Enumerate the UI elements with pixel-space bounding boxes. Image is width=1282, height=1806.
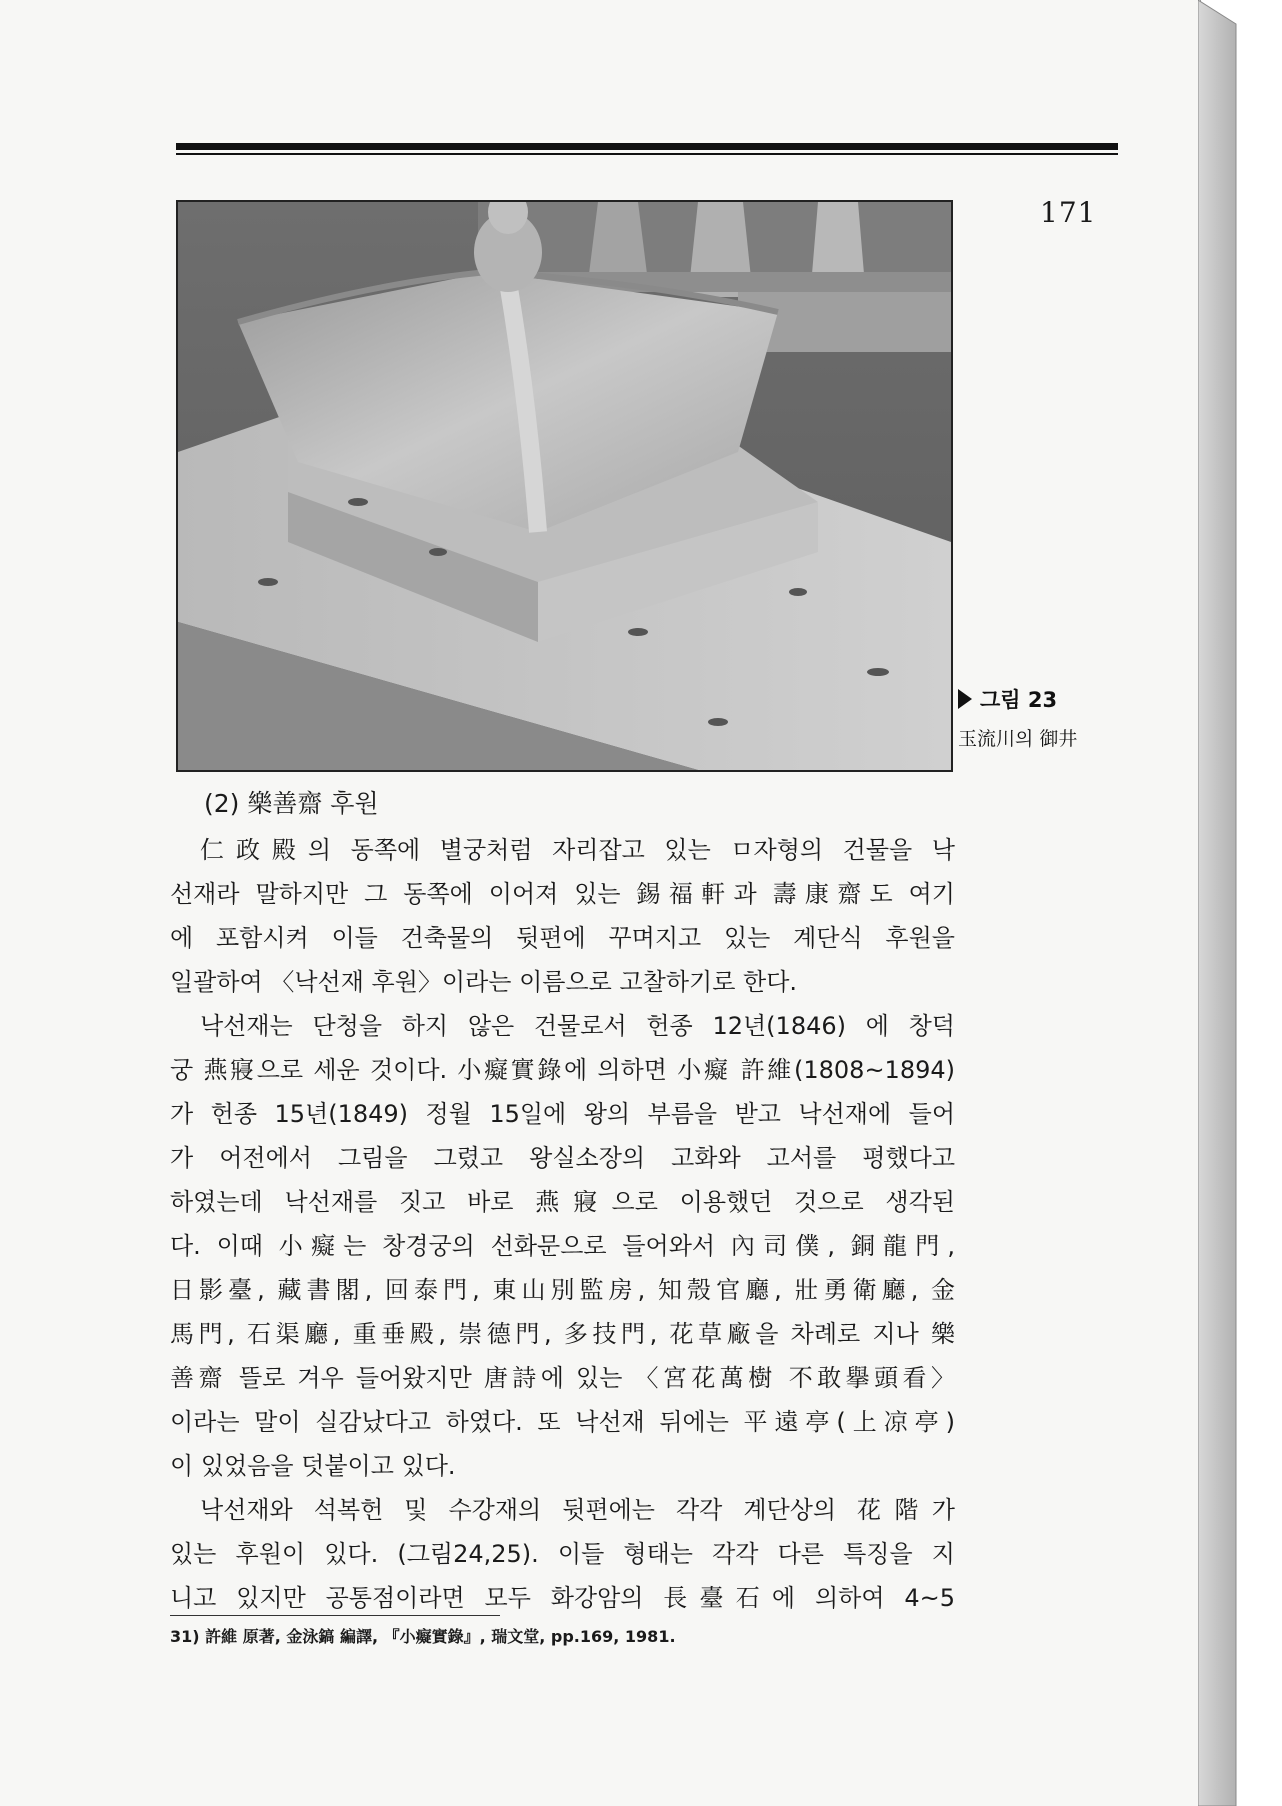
figure-photo-well-cover <box>176 200 953 772</box>
header-rule-thick <box>176 143 1118 150</box>
text-line: 仁政殿의 동쪽에 별궁처럼 자리잡고 있는 ㅁ자형의 건물을 낙 <box>200 836 955 864</box>
footnote: 31) 許維 原著, 金泳鎬 編譯, 『小癡實錄』, 瑞文堂, pp.169, 1981. <box>170 1627 676 1646</box>
text-line: 가 어전에서 그림을 그렸고 왕실소장의 고화와 고서를 평했다고 <box>170 1144 955 1172</box>
text-line: 이 있었음을 덧붙이고 있다. <box>170 1452 456 1480</box>
text-line: 馬門, 石渠廳, 重垂殿, 崇德門, 多技門, 花草廠을 차례로 지나 樂 <box>170 1320 955 1348</box>
figure-caption-text: 玉流川의 御井 <box>958 728 1078 750</box>
text-line: 善齋 뜰로 겨우 들어왔지만 唐詩에 있는 〈宮花萬樹 不敢擧頭看〉 <box>170 1364 955 1392</box>
figure-caption <box>958 684 1077 751</box>
text-line: 일괄하여 〈낙선재 후원〉이라는 이름으로 고찰하기로 한다. <box>170 968 798 996</box>
footnote-rule <box>170 1615 500 1616</box>
text-line: 하였는데 낙선재를 짓고 바로 燕寢으로 이용했던 것으로 생각된 <box>170 1188 955 1216</box>
section-title: (2) 樂善齋 후원 <box>204 789 379 818</box>
text-line: 있는 후원이 있다. (그림24,25). 이들 형태는 각각 다른 특징을 지 <box>170 1540 955 1568</box>
text-line: 낙선재는 단청을 하지 않은 건물로서 헌종 12년(1846) 에 창덕 <box>200 1012 955 1040</box>
body-text <box>170 828 955 1620</box>
text-line: 낙선재와 석복헌 및 수강재의 뒷편에는 각각 계단상의 花階가 <box>200 1496 955 1524</box>
header-rule-thin <box>176 153 1118 155</box>
text-line: 日影臺, 藏書閣, 回泰門, 東山別監房, 知殼官廳, 壯勇衛廳, 金 <box>170 1276 955 1304</box>
triangle-marker-icon <box>958 689 972 709</box>
text-line: 궁 燕寢으로 세운 것이다. 小癡實錄에 의하면 小癡 許維(1808~1894) <box>170 1056 955 1084</box>
figure-label <box>958 684 1077 714</box>
text-line: 선재라 말하지만 그 동쪽에 이어져 있는 錫福軒과 壽康齋도 여기 <box>170 880 955 908</box>
page-number: 171 <box>1040 196 1097 229</box>
text-line: 가 헌종 15년(1849) 정월 15일에 왕의 부름을 받고 낙선재에 들어 <box>170 1100 955 1128</box>
figure-number: 그림 23 <box>980 688 1058 712</box>
text-line: 다. 이때 小癡는 창경궁의 선화문으로 들어와서 內司僕, 銅龍門, <box>170 1232 955 1260</box>
text-line: 이라는 말이 실감났다고 하였다. 또 낙선재 뒤에는 平遠亭(上凉亭) <box>170 1408 955 1436</box>
text-line: 니고 있지만 공통점이라면 모두 화강암의 長臺石에 의하여 4~5 <box>170 1584 955 1612</box>
text-line: 에 포함시켜 이들 건축물의 뒷편에 꾸며지고 있는 계단식 후원을 <box>170 924 955 952</box>
page-edge-3d <box>1198 0 1282 1806</box>
